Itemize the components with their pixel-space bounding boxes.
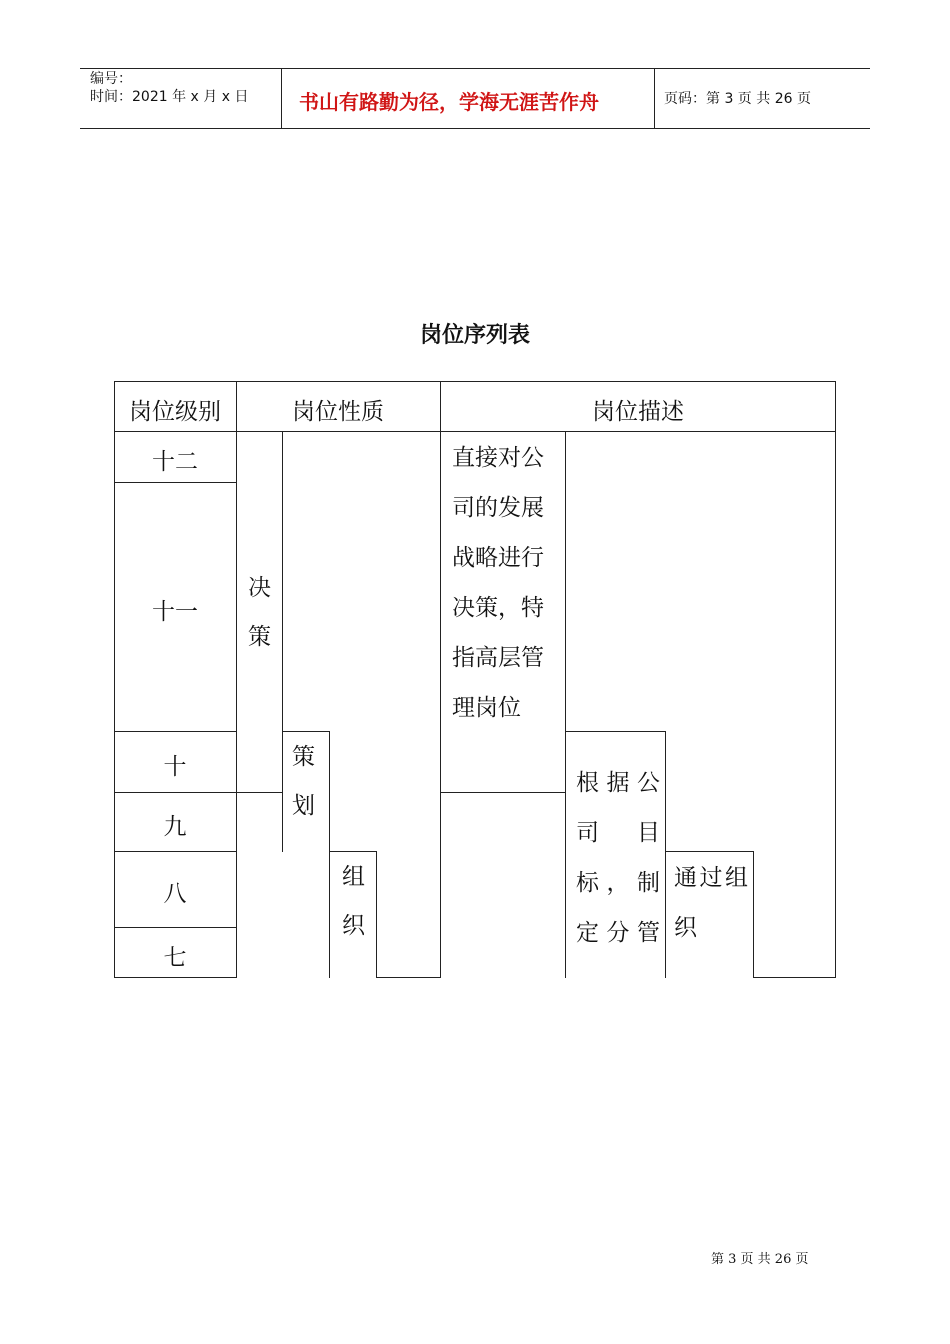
header-bottom-rule — [80, 128, 870, 129]
nature-decision-bottom — [236, 792, 282, 793]
header-nature: 岗位性质 — [292, 399, 384, 425]
level-twelve: 十二 — [152, 449, 198, 475]
level-row-line-6 — [114, 977, 236, 978]
nature-bottom-line — [376, 977, 440, 978]
header-level: 岗位级别 — [129, 399, 221, 425]
page-footer: 第 3 页 共 26 页 — [711, 1252, 809, 1267]
description-organize: 通过组织 — [674, 865, 748, 941]
table-right-border — [835, 381, 836, 978]
level-ten: 十 — [163, 754, 187, 780]
document-time-label: 时间：2021 年 x 月 x 日 — [90, 89, 249, 105]
desc-organize-top — [665, 851, 754, 852]
level-row-line-5 — [114, 927, 236, 928]
description-planning: 根据公司目标，制定分管 — [576, 770, 660, 946]
nature-planning: 策划 — [292, 744, 315, 819]
table-header-bottom — [114, 431, 836, 432]
level-eleven: 十一 — [152, 599, 198, 625]
nature-col-right — [440, 431, 441, 978]
document-number-label: 编号： — [90, 71, 132, 87]
header-description: 岗位描述 — [592, 399, 684, 425]
level-row-line-2 — [114, 731, 236, 732]
header-divider-left — [281, 68, 282, 129]
level-row-line-4 — [114, 851, 236, 852]
desc-organize-right — [753, 851, 754, 978]
nature-planning-top — [282, 731, 329, 732]
level-col-right — [236, 431, 237, 978]
nature-organize-right — [376, 851, 377, 978]
nature-organize-top — [329, 851, 376, 852]
nature-planning-right — [329, 731, 330, 978]
desc-decision-right — [565, 431, 566, 978]
level-seven: 七 — [163, 945, 187, 971]
page-title: 岗位序列表 — [419, 323, 530, 348]
header-motto: 书山有路勤为径，学海无涯苦作舟 — [299, 90, 599, 114]
nature-decision-right — [282, 431, 283, 852]
desc-bottom-line — [753, 977, 836, 978]
level-row-line-3 — [114, 792, 236, 793]
nature-organize: 组织 — [342, 864, 365, 939]
description-decision: 直接对公司的发展战略进行决策，特指高层管理岗位 — [452, 445, 544, 721]
header-divider-right — [654, 68, 655, 129]
level-eight: 八 — [163, 881, 187, 907]
desc-planning-right — [665, 731, 666, 978]
header-top-rule — [80, 68, 870, 69]
level-row-line-1 — [114, 482, 236, 483]
desc-decision-bottom — [440, 792, 565, 793]
desc-planning-top — [565, 731, 666, 732]
header-page-number: 页码：第 3 页 共 26 页 — [664, 91, 811, 107]
table-top-border — [114, 381, 836, 382]
level-nine: 九 — [163, 814, 187, 840]
nature-decision: 决策 — [248, 575, 271, 650]
